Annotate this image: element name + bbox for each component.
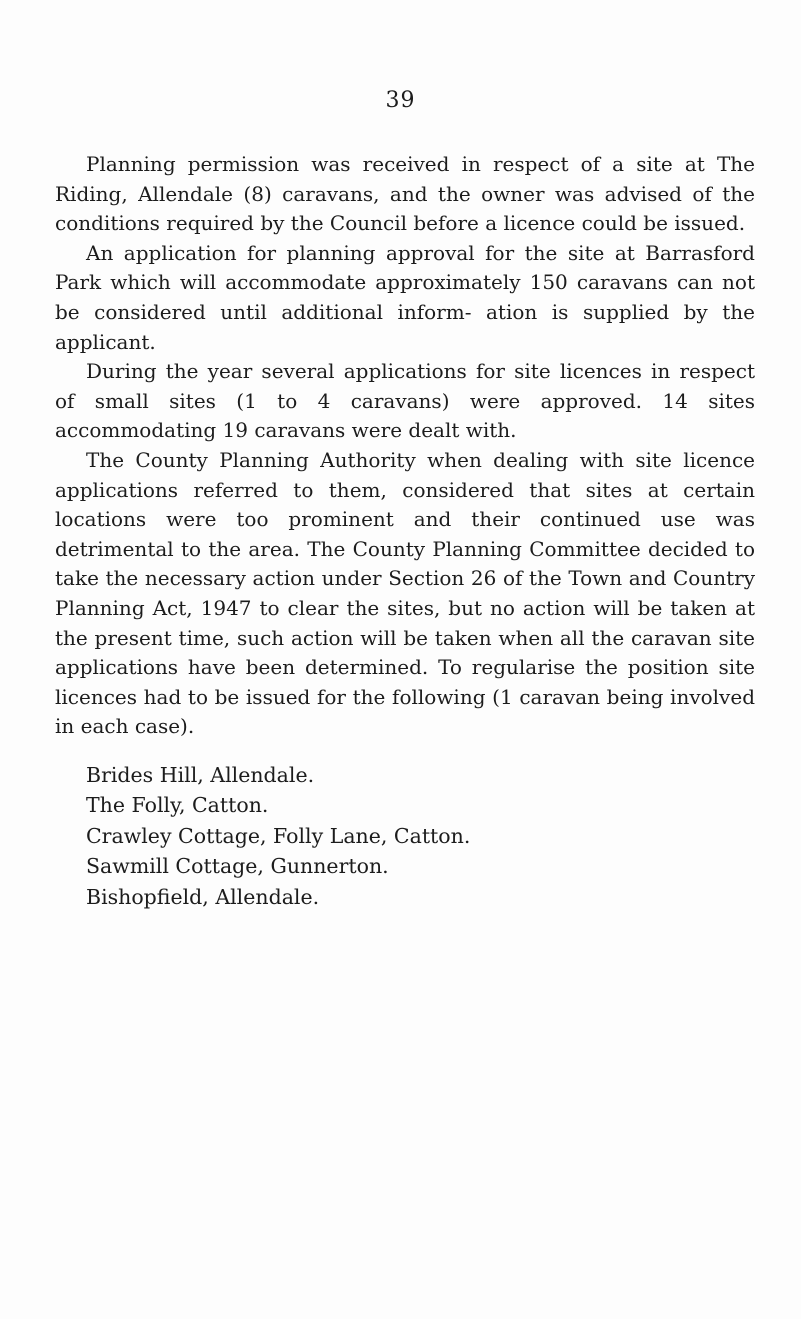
paragraph-small-sites: During the year several applications for site licences in respect of small sites (1 to 4 caravans) were approved. 14 sites accommodating 19 caravans were dealt with.	[55, 359, 755, 443]
page-number: 39	[385, 88, 416, 113]
body-text	[55, 150, 755, 912]
paragraph-barrasford-park: An application for planning approval for the site at Barrasford Park which will accommodate approximately 150 caravans can not be considered until additional inform- ation is supplied by the applicant.	[55, 240, 755, 354]
site-list-item: Bishopfield, Allendale.	[86, 884, 320, 909]
paragraph-riding-allendale: Planning permission was received in respect of a site at The Riding, Allendale (8) caravans, and the owner was advised of the conditions required by the Council before a licence could be issued.	[55, 152, 755, 236]
site-list-item: Brides Hill, Allendale.	[86, 762, 315, 787]
site-list	[55, 760, 755, 913]
paragraph-county-planning: The County Planning Authority when dealing with site licence applications referred to them, considered that sites at certain locations were too prominent and their continued use was detrimental to the area. The County Planning Committee decided to take the necessary action under Section 26 of the Town and Country Planning Act, 1947 to clear the sites, but no action will be taken at the present time, such action will be taken when all the caravan site applications have been determined. To regularise the position site licences had to be issued for the following (1 caravan being involved in each case).	[55, 447, 755, 739]
site-list-item: Sawmill Cottage, Gunnerton.	[86, 854, 389, 879]
site-list-item: The Folly, Catton.	[86, 793, 269, 818]
site-list-item: Crawley Cottage, Folly Lane, Catton.	[86, 823, 471, 848]
